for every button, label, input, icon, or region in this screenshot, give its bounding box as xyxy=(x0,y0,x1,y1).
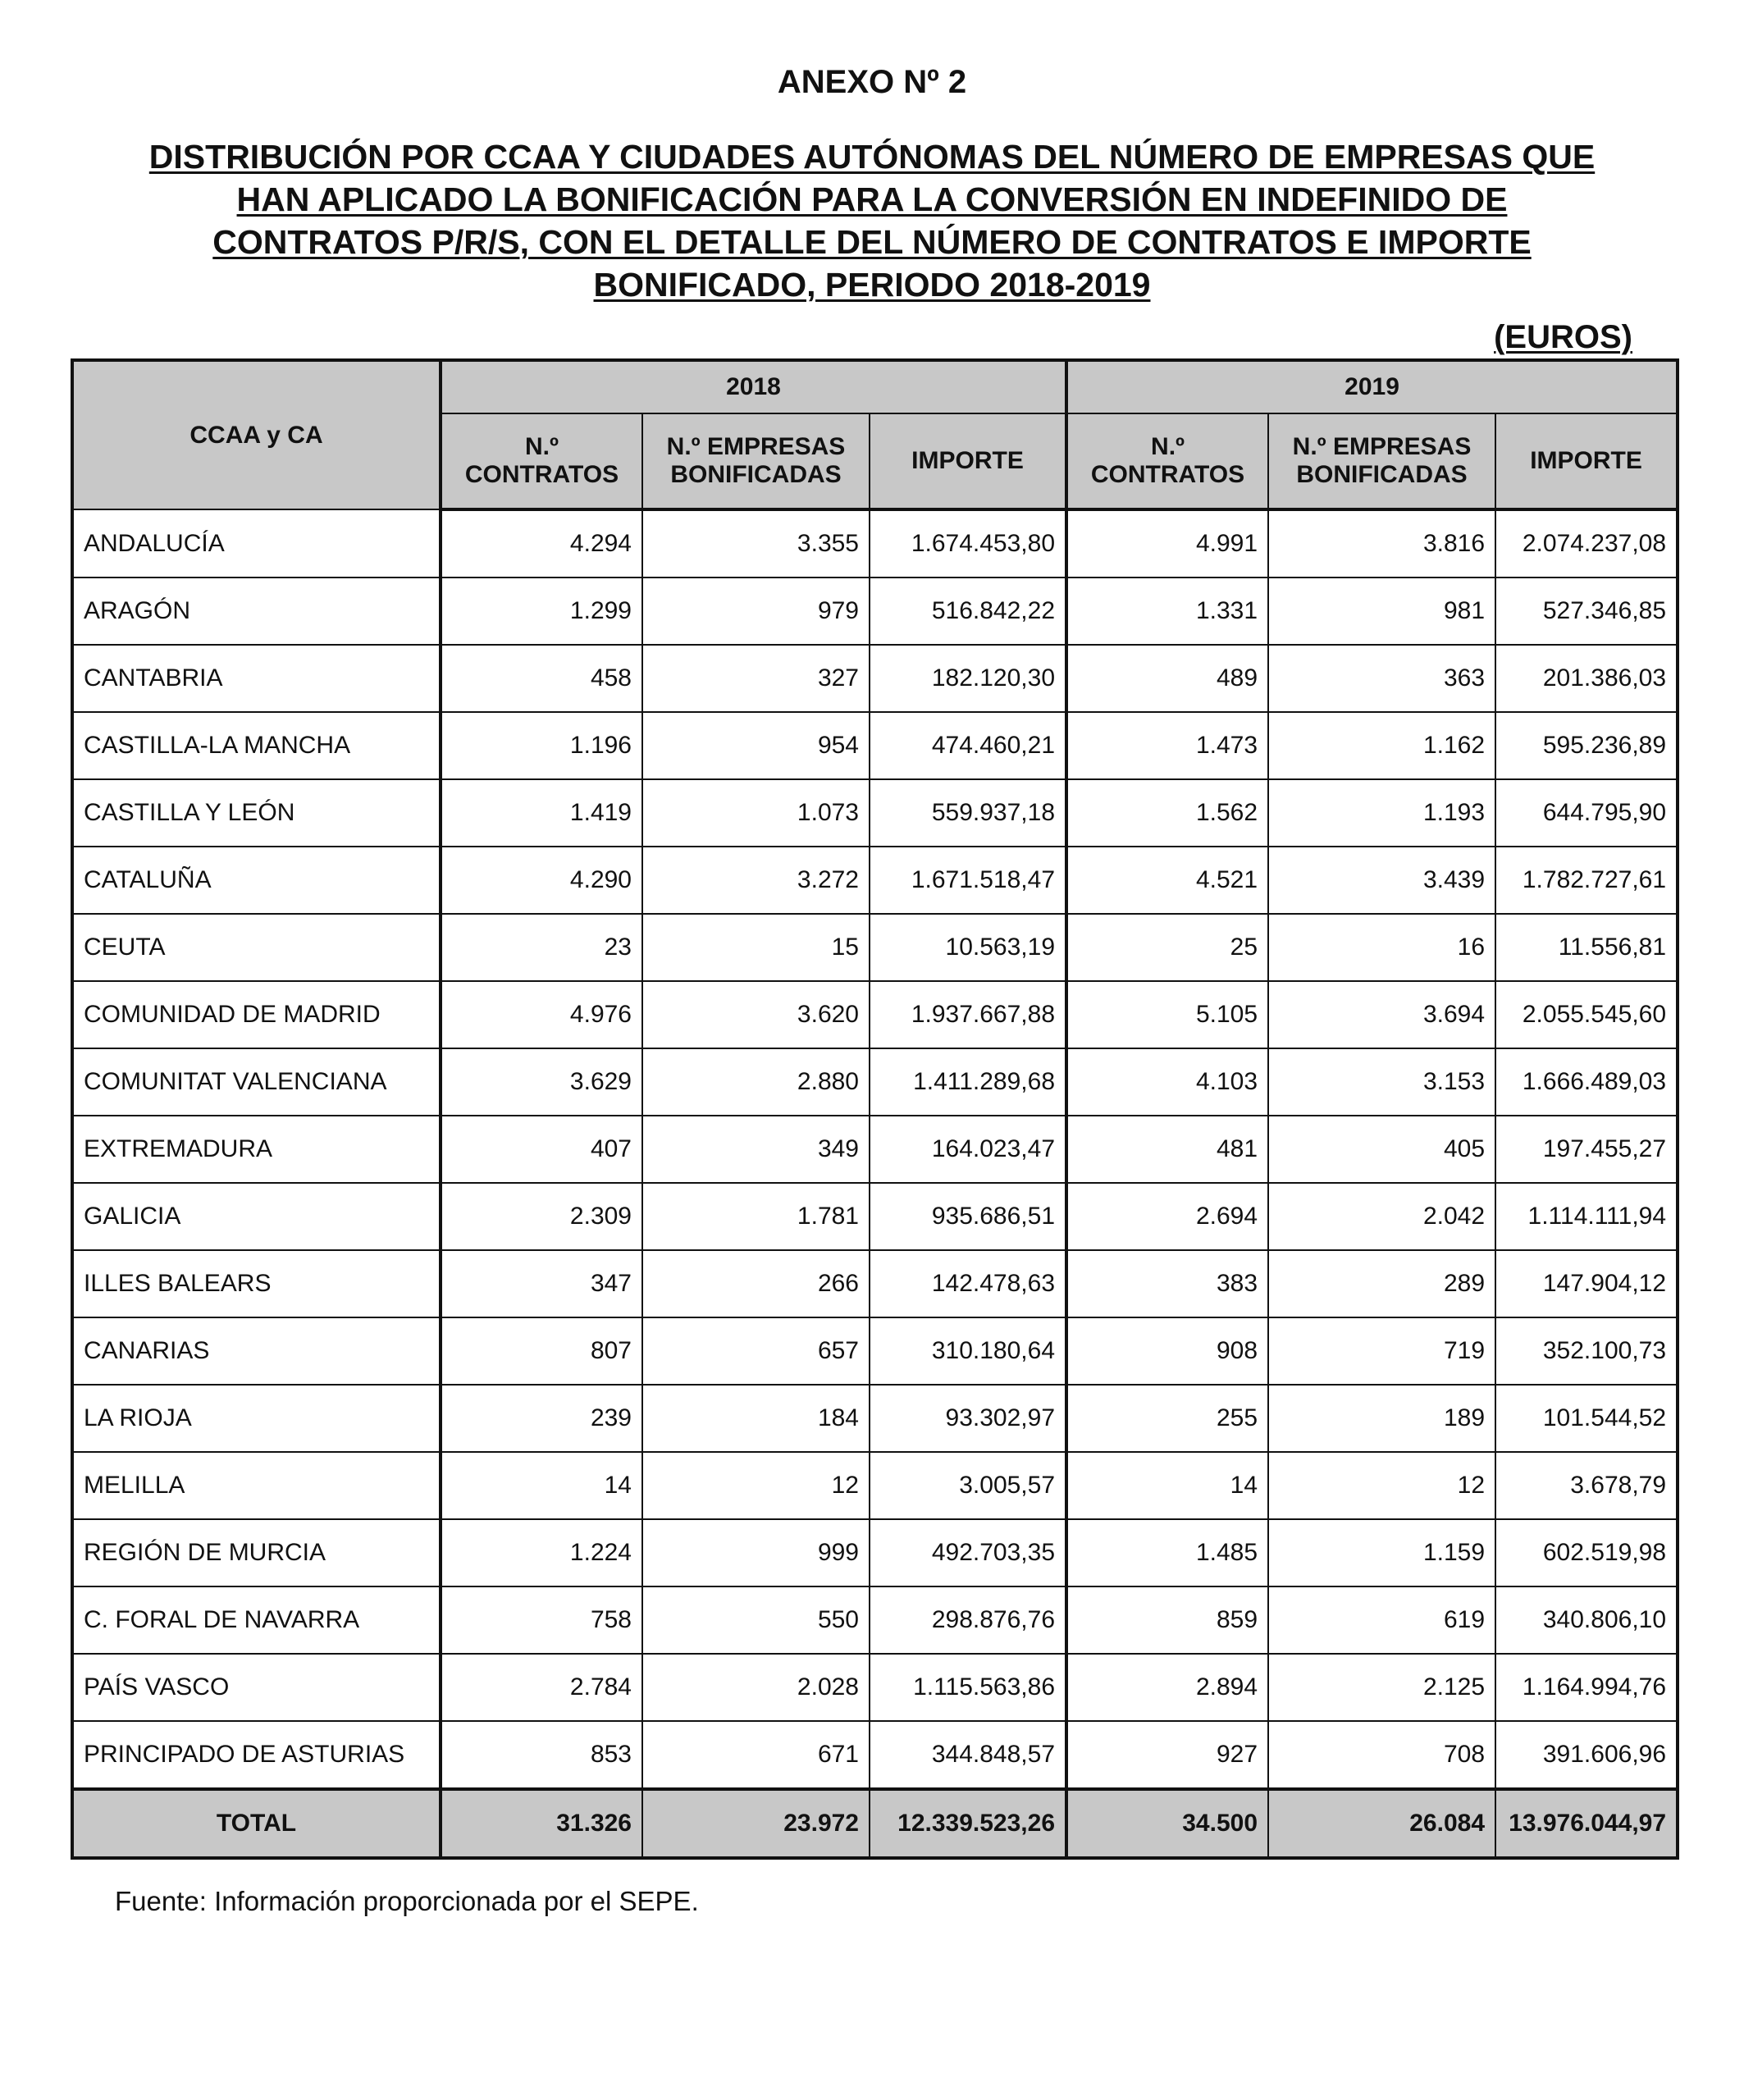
empresas-2019-cell: 405 xyxy=(1268,1116,1495,1183)
empresas-2019-cell: 289 xyxy=(1268,1250,1495,1317)
empresas-2018-cell: 2.028 xyxy=(642,1654,870,1721)
contratos-2019-cell: 1.485 xyxy=(1066,1519,1268,1586)
importe-2019-cell: 1.782.727,61 xyxy=(1495,847,1678,914)
table-row xyxy=(72,645,1678,712)
empresas-2019-cell: 708 xyxy=(1268,1721,1495,1789)
importe-2018-cell: 1.937.667,88 xyxy=(870,981,1066,1048)
empresas-2019-cell: 1.193 xyxy=(1268,779,1495,847)
contratos-2018-cell: 3.629 xyxy=(441,1048,642,1116)
contratos-2018-cell: 807 xyxy=(441,1317,642,1385)
empresas-2018-cell: 979 xyxy=(642,578,870,645)
table-row xyxy=(72,1048,1678,1116)
contratos-2018-cell: 2.784 xyxy=(441,1654,642,1721)
empresas-2018-cell: 184 xyxy=(642,1385,870,1452)
total-contratos-2019: 34.500 xyxy=(1066,1789,1268,1858)
importe-2019-cell: 644.795,90 xyxy=(1495,779,1678,847)
currency-units xyxy=(1313,314,1632,360)
table-row xyxy=(72,1654,1678,1721)
contratos-2019-header xyxy=(1066,413,1268,509)
importe-2018-cell: 164.023,47 xyxy=(870,1116,1066,1183)
empresas-2019-cell: 2.125 xyxy=(1268,1654,1495,1721)
contratos-2018-cell: 458 xyxy=(441,645,642,712)
contratos-2019-cell: 1.562 xyxy=(1066,779,1268,847)
empresas-2019-cell: 719 xyxy=(1268,1317,1495,1385)
region-name: LA RIOJA xyxy=(72,1385,441,1452)
empresas-2019-cell: 12 xyxy=(1268,1452,1495,1519)
contratos-2019-cell: 383 xyxy=(1066,1250,1268,1317)
region-name: CASTILLA-LA MANCHA xyxy=(72,712,441,779)
table-row xyxy=(72,779,1678,847)
contratos-2018-cell: 758 xyxy=(441,1586,642,1654)
total-label: TOTAL xyxy=(72,1789,441,1858)
importe-2019-cell: 11.556,81 xyxy=(1495,914,1678,981)
contratos-2018-header xyxy=(441,413,642,509)
empresas-2019-cell: 2.042 xyxy=(1268,1183,1495,1250)
empresas-2018-cell: 657 xyxy=(642,1317,870,1385)
region-name: CANARIAS xyxy=(72,1317,441,1385)
importe-2019-cell: 2.055.545,60 xyxy=(1495,981,1678,1048)
contratos-2018-cell: 1.224 xyxy=(441,1519,642,1586)
importe-2019-cell: 352.100,73 xyxy=(1495,1317,1678,1385)
region-name: ANDALUCÍA xyxy=(72,509,441,578)
region-name: C. FORAL DE NAVARRA xyxy=(72,1586,441,1654)
empresas-2018-cell: 1.781 xyxy=(642,1183,870,1250)
table-row xyxy=(72,712,1678,779)
importe-2018-cell: 298.876,76 xyxy=(870,1586,1066,1654)
importe-2019-cell: 101.544,52 xyxy=(1495,1385,1678,1452)
region-name: ARAGÓN xyxy=(72,578,441,645)
region-name: GALICIA xyxy=(72,1183,441,1250)
contratos-2019-cell: 25 xyxy=(1066,914,1268,981)
title-line-4: BONIFICADO, PERIODO 2018-2019 xyxy=(593,266,1151,304)
importe-2018-cell: 3.005,57 xyxy=(870,1452,1066,1519)
region-name: CASTILLA Y LEÓN xyxy=(72,779,441,847)
empresas-2018-cell: 954 xyxy=(642,712,870,779)
table-row xyxy=(72,1385,1678,1452)
header-text: BONIFICADAS xyxy=(670,461,842,488)
contratos-2018-cell: 853 xyxy=(441,1721,642,1789)
empresas-2018-cell: 327 xyxy=(642,645,870,712)
total-contratos-2018: 31.326 xyxy=(441,1789,642,1858)
table-row xyxy=(72,1317,1678,1385)
contratos-2018-cell: 4.976 xyxy=(441,981,642,1048)
empresas-2018-cell: 12 xyxy=(642,1452,870,1519)
table-row xyxy=(72,1586,1678,1654)
importe-2018-cell: 935.686,51 xyxy=(870,1183,1066,1250)
total-empresas-2018: 23.972 xyxy=(642,1789,870,1858)
region-name: ILLES BALEARS xyxy=(72,1250,441,1317)
contratos-2019-cell: 5.105 xyxy=(1066,981,1268,1048)
table-row xyxy=(72,914,1678,981)
importe-2018-cell: 492.703,35 xyxy=(870,1519,1066,1586)
table-row xyxy=(72,1183,1678,1250)
contratos-2018-cell: 1.196 xyxy=(441,712,642,779)
table-row xyxy=(72,1721,1678,1789)
contratos-2018-cell: 14 xyxy=(441,1452,642,1519)
header-text: CONTRATOS xyxy=(1090,461,1245,488)
empresas-2019-cell: 1.159 xyxy=(1268,1519,1495,1586)
contratos-2018-cell: 407 xyxy=(441,1116,642,1183)
importe-2018-cell: 1.671.518,47 xyxy=(870,847,1066,914)
importe-2018-cell: 559.937,18 xyxy=(870,779,1066,847)
currency-units-label: (EUROS) xyxy=(1494,319,1632,355)
region-name: PRINCIPADO DE ASTURIAS xyxy=(72,1721,441,1789)
region-name: EXTREMADURA xyxy=(72,1116,441,1183)
contratos-2018-cell: 2.309 xyxy=(441,1183,642,1250)
importe-2018-cell: 10.563,19 xyxy=(870,914,1066,981)
empresas-2018-cell: 349 xyxy=(642,1116,870,1183)
importe-2019-cell: 201.386,03 xyxy=(1495,645,1678,712)
region-name: COMUNIDAD DE MADRID xyxy=(72,981,441,1048)
region-name: CEUTA xyxy=(72,914,441,981)
contratos-2019-cell: 4.103 xyxy=(1066,1048,1268,1116)
importe-2018-cell: 1.674.453,80 xyxy=(870,509,1066,578)
year-2018-header: 2018 xyxy=(441,360,1066,413)
importe-2019-cell: 1.114.111,94 xyxy=(1495,1183,1678,1250)
empresas-2018-cell: 671 xyxy=(642,1721,870,1789)
empresas-2019-cell: 1.162 xyxy=(1268,712,1495,779)
empresas-2019-cell: 981 xyxy=(1268,578,1495,645)
contratos-2019-cell: 481 xyxy=(1066,1116,1268,1183)
table-row xyxy=(72,1116,1678,1183)
importe-2019-cell: 197.455,27 xyxy=(1495,1116,1678,1183)
table-row xyxy=(72,1452,1678,1519)
empresas-2019-cell: 3.694 xyxy=(1268,981,1495,1048)
empresas-2018-cell: 999 xyxy=(642,1519,870,1586)
contratos-2019-cell: 1.473 xyxy=(1066,712,1268,779)
importe-2019-cell: 602.519,98 xyxy=(1495,1519,1678,1586)
contratos-2018-cell: 1.299 xyxy=(441,578,642,645)
importe-2019-cell: 1.164.994,76 xyxy=(1495,1654,1678,1721)
contratos-2019-cell: 14 xyxy=(1066,1452,1268,1519)
importe-2018-cell: 516.842,22 xyxy=(870,578,1066,645)
title-line-3: CONTRATOS P/R/S, CON EL DETALLE DEL NÚMERO DE CONTRATOS E IMPORTE xyxy=(212,223,1532,261)
contratos-2018-cell: 4.290 xyxy=(441,847,642,914)
data-table xyxy=(71,358,1679,1860)
header-text: N.º xyxy=(525,433,559,460)
importe-2019-cell: 1.666.489,03 xyxy=(1495,1048,1678,1116)
header-text: N.º xyxy=(1151,433,1185,460)
contratos-2019-cell: 489 xyxy=(1066,645,1268,712)
importe-2018-cell: 182.120,30 xyxy=(870,645,1066,712)
header-text: N.º EMPRESAS xyxy=(1292,433,1472,460)
table-row xyxy=(72,981,1678,1048)
total-importe-2019: 13.976.044,97 xyxy=(1495,1789,1678,1858)
empresas-2018-cell: 3.355 xyxy=(642,509,870,578)
table-row xyxy=(72,578,1678,645)
importe-2018-cell: 344.848,57 xyxy=(870,1721,1066,1789)
contratos-2019-cell: 859 xyxy=(1066,1586,1268,1654)
document-title xyxy=(115,135,1629,306)
table-row xyxy=(72,509,1678,578)
importe-2018-cell: 93.302,97 xyxy=(870,1385,1066,1452)
importe-2019-header: IMPORTE xyxy=(1495,413,1678,509)
header-text: N.º EMPRESAS xyxy=(666,433,846,460)
year-2019-header: 2019 xyxy=(1066,360,1678,413)
region-name: MELILLA xyxy=(72,1452,441,1519)
total-importe-2018: 12.339.523,26 xyxy=(870,1789,1066,1858)
region-name: COMUNITAT VALENCIANA xyxy=(72,1048,441,1116)
empresas-2019-cell: 189 xyxy=(1268,1385,1495,1452)
table-row xyxy=(72,1250,1678,1317)
contratos-2018-cell: 239 xyxy=(441,1385,642,1452)
title-line-2: HAN APLICADO LA BONIFICACIÓN PARA LA CONVERSIÓN EN INDEFINIDO DE xyxy=(236,180,1508,218)
contratos-2019-cell: 4.521 xyxy=(1066,847,1268,914)
region-name: CATALUÑA xyxy=(72,847,441,914)
contratos-2019-cell: 908 xyxy=(1066,1317,1268,1385)
empresas-2019-cell: 16 xyxy=(1268,914,1495,981)
contratos-2018-cell: 347 xyxy=(441,1250,642,1317)
empresas-2019-header xyxy=(1268,413,1495,509)
table-row xyxy=(72,1519,1678,1586)
contratos-2019-cell: 927 xyxy=(1066,1721,1268,1789)
header-text: BONIFICADAS xyxy=(1296,461,1468,488)
contratos-2018-cell: 4.294 xyxy=(441,509,642,578)
contratos-2019-cell: 4.991 xyxy=(1066,509,1268,578)
table-body xyxy=(72,509,1678,1789)
region-name: PAÍS VASCO xyxy=(72,1654,441,1721)
importe-2019-cell: 595.236,89 xyxy=(1495,712,1678,779)
empresas-2019-cell: 363 xyxy=(1268,645,1495,712)
empresas-2018-cell: 266 xyxy=(642,1250,870,1317)
importe-2019-cell: 2.074.237,08 xyxy=(1495,509,1678,578)
source-note: Fuente: Información proporcionada por el SEPE. xyxy=(115,1886,699,1916)
importe-2018-cell: 1.115.563,86 xyxy=(870,1654,1066,1721)
empresas-2019-cell: 3.439 xyxy=(1268,847,1495,914)
header-text: CONTRATOS xyxy=(464,461,619,488)
importe-2018-cell: 1.411.289,68 xyxy=(870,1048,1066,1116)
empresas-2018-cell: 3.272 xyxy=(642,847,870,914)
contratos-2019-cell: 2.694 xyxy=(1066,1183,1268,1250)
importe-2019-cell: 340.806,10 xyxy=(1495,1586,1678,1654)
empresas-2018-cell: 15 xyxy=(642,914,870,981)
empresas-2018-cell: 3.620 xyxy=(642,981,870,1048)
importe-2019-cell: 527.346,85 xyxy=(1495,578,1678,645)
importe-2018-cell: 310.180,64 xyxy=(870,1317,1066,1385)
region-name: CANTABRIA xyxy=(72,645,441,712)
region-column-header: CCAA y CA xyxy=(72,360,441,509)
empresas-2019-cell: 619 xyxy=(1268,1586,1495,1654)
contratos-2019-cell: 255 xyxy=(1066,1385,1268,1452)
annex-heading: ANEXO Nº 2 xyxy=(777,64,967,100)
importe-2018-cell: 142.478,63 xyxy=(870,1250,1066,1317)
region-name: REGIÓN DE MURCIA xyxy=(72,1519,441,1586)
empresas-2018-cell: 2.880 xyxy=(642,1048,870,1116)
empresas-2018-cell: 550 xyxy=(642,1586,870,1654)
empresas-2019-cell: 3.816 xyxy=(1268,509,1495,578)
title-line-1: DISTRIBUCIÓN POR CCAA Y CIUDADES AUTÓNOMAS DEL NÚMERO DE EMPRESAS QUE xyxy=(148,138,1596,176)
contratos-2018-cell: 1.419 xyxy=(441,779,642,847)
empresas-2018-header xyxy=(642,413,870,509)
contratos-2018-cell: 23 xyxy=(441,914,642,981)
importe-2018-header: IMPORTE xyxy=(870,413,1066,509)
empresas-2019-cell: 3.153 xyxy=(1268,1048,1495,1116)
contratos-2019-cell: 1.331 xyxy=(1066,578,1268,645)
importe-2019-cell: 147.904,12 xyxy=(1495,1250,1678,1317)
importe-2019-cell: 3.678,79 xyxy=(1495,1452,1678,1519)
total-row xyxy=(72,1789,1678,1858)
contratos-2019-cell: 2.894 xyxy=(1066,1654,1268,1721)
importe-2018-cell: 474.460,21 xyxy=(870,712,1066,779)
importe-2019-cell: 391.606,96 xyxy=(1495,1721,1678,1789)
table-row xyxy=(72,847,1678,914)
total-empresas-2019: 26.084 xyxy=(1268,1789,1495,1858)
empresas-2018-cell: 1.073 xyxy=(642,779,870,847)
